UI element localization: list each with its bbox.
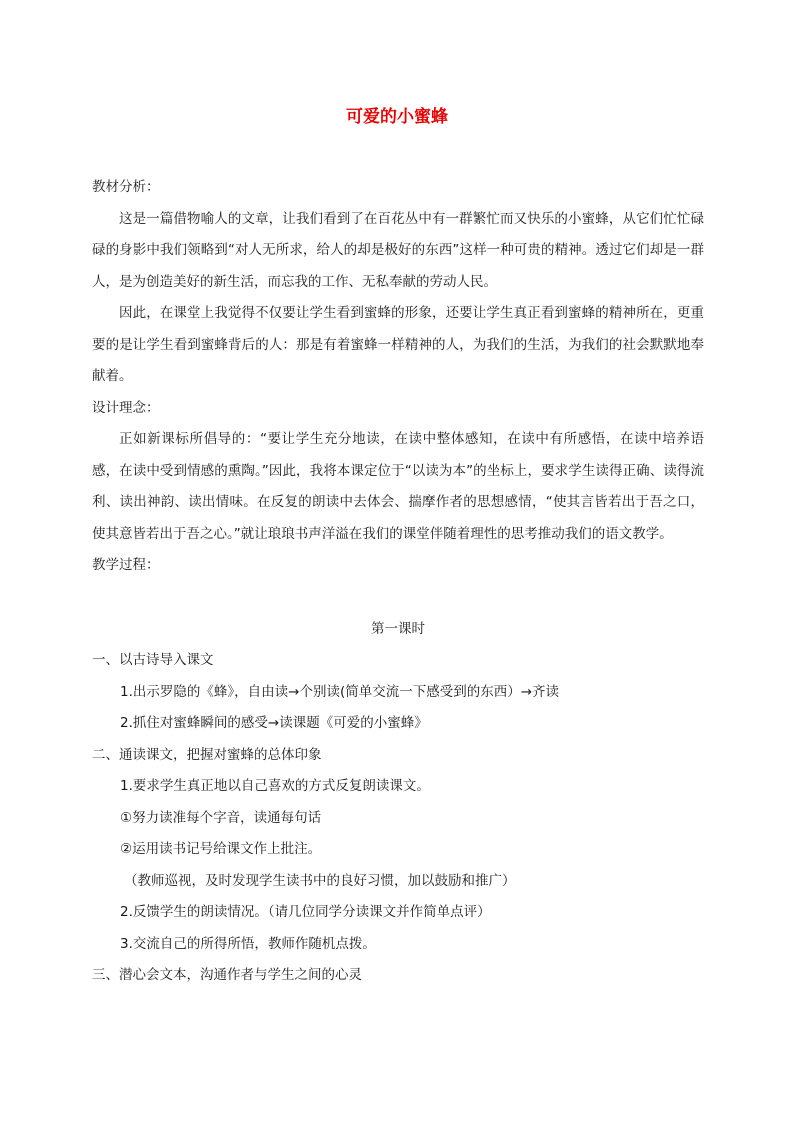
process-heading: 教学过程： <box>92 557 160 573</box>
step-1-item-2: 2.抓住对蜜蜂瞬间的感受→读课题《可爱的小蜜蜂》 <box>120 715 428 731</box>
step-3-heading: 三、潜心会文本，沟通作者与学生之间的心灵 <box>92 967 362 983</box>
step-2-item-3: 3.交流自己的所得所悟，教师作随机点拨。 <box>120 935 376 952</box>
step-1-heading: 一、以古诗导入课文 <box>92 652 214 668</box>
document-body <box>92 172 704 992</box>
analysis-paragraph-2: 因此，在课堂上我觉得不仅要让学生看到蜜蜂的形象，还要让学生真正看到蜜蜂的精神所在，更重要的是让学生看到蜜蜂背后的人：那是有着蜜蜂一样精神的人，为我们的生活，为我们的社会默默地奉献着。 <box>92 305 704 384</box>
design-paragraph-1: 正如新课标所倡导的：“要让学生充分地读，在读中整体感知，在读中有所感悟，在读中培养语感，在读中受到情感的熏陶。”因此，我将本课定位于“以读为本”的坐标上，要求学生读得正确、读得流利、读出神韵、读出情味。在反复的朗读中去体会、揣摩作者的思想感情，“使其言皆若出于吾之口，使其意皆若出于吾之心。”就让琅琅书声洋溢在我们的课堂伴随着理性的思考推动我们的语文教学。 <box>92 431 704 542</box>
step-2-subitem-b: ②运用读书记号给课文作上批注。 <box>120 841 322 857</box>
lesson-title: 第一课时 <box>371 620 425 637</box>
document-title: 可爱的小蜜蜂 <box>346 107 448 127</box>
step-2-item-1: 1.要求学生真正地以自己喜欢的方式反复朗读课文。 <box>120 778 430 794</box>
step-1-item-1: 1.出示罗隐的《蜂》，自由读→个别读(简单交流一下感受到的东西）→齐读 <box>120 683 560 700</box>
analysis-paragraph-1: 这是一篇借物喻人的文章，让我们看到了在百花丛中有一群繁忙而又快乐的小蜜蜂，从它们忙忙碌碌的身影中我们领略到“对人无所求，给人的却是极好的东西”这样一种可贵的精神。透过它们却是一群人，是为创造美好的新生活，而忘我的工作、无私奉献的劳动人民。 <box>92 210 704 290</box>
step-2-note: （教师巡视，及时发现学生读书中的良好习惯，加以鼓励和推广） <box>124 872 516 889</box>
step-2-item-2: 2.反馈学生的朗读情况。（请几位同学分读课文并作简单点评） <box>120 904 491 920</box>
analysis-heading: 教材分析： <box>92 179 160 195</box>
step-2-subitem-a: ①努力读准每个字音，读通每句话 <box>120 809 322 826</box>
design-heading: 设计理念： <box>92 399 160 416</box>
step-2-heading: 二、通读课文，把握对蜜蜂的总体印象 <box>92 746 322 763</box>
